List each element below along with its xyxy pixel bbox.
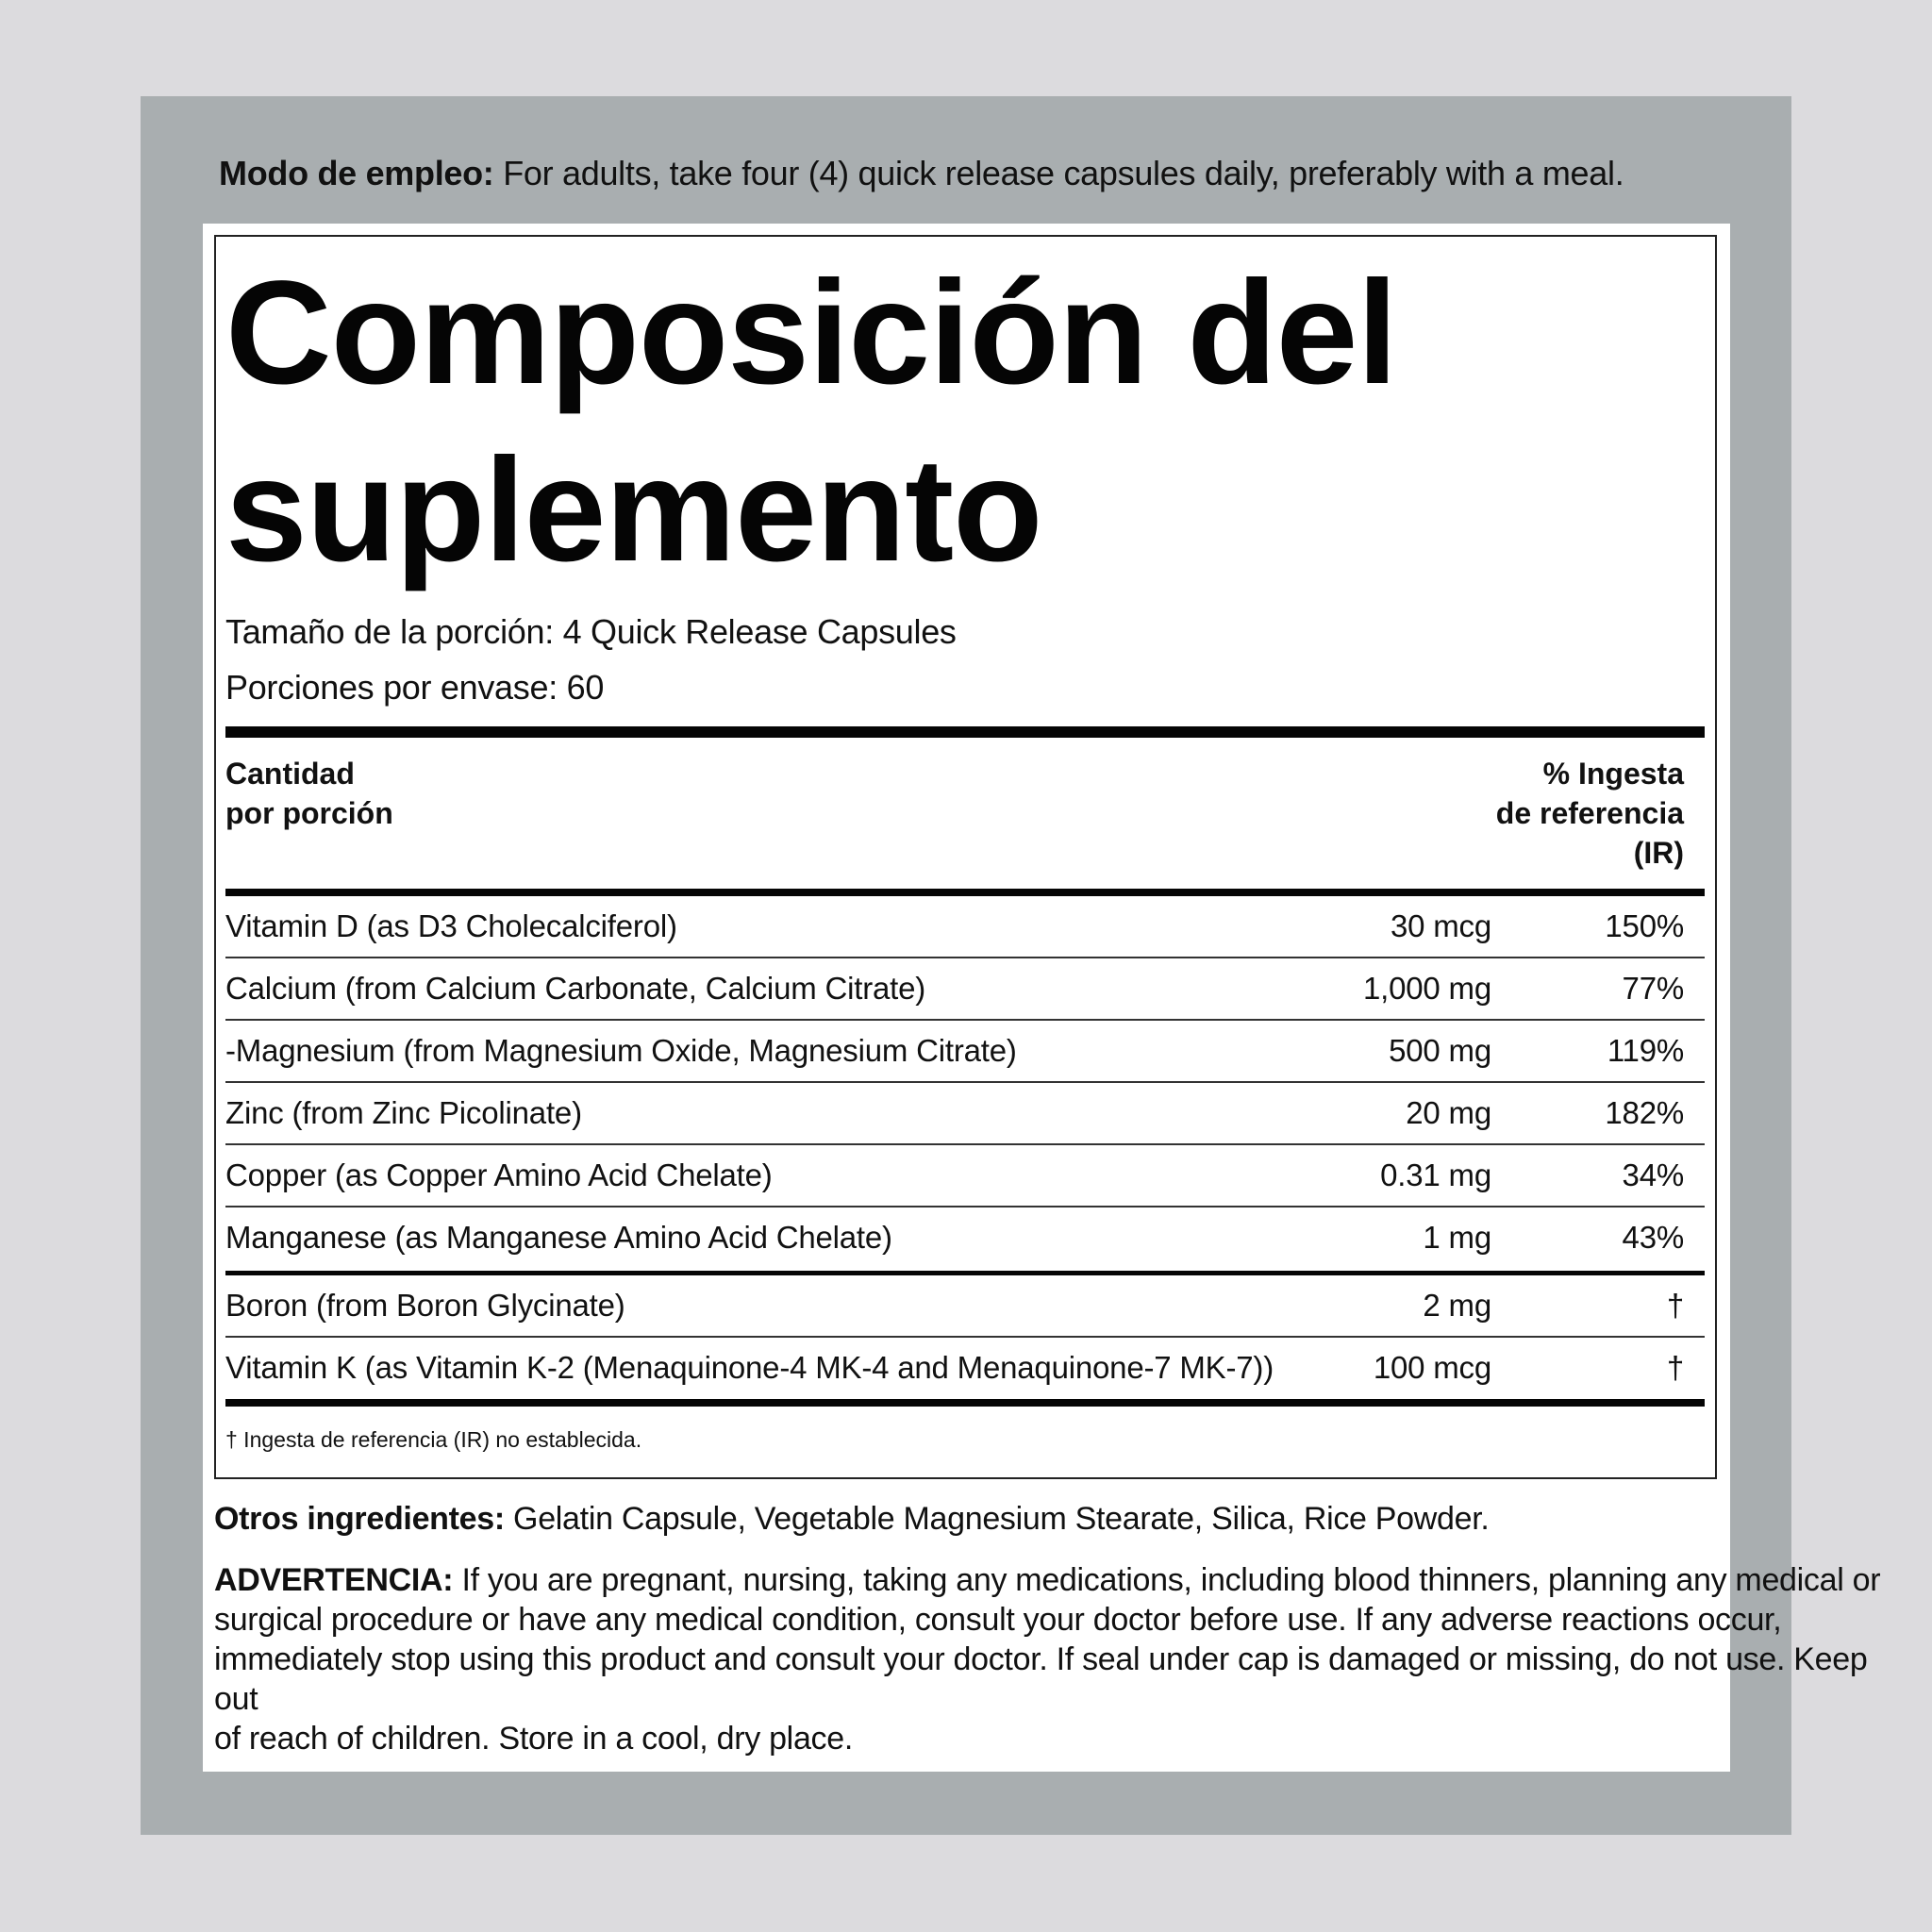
nutrient-percent: 77% (1622, 971, 1684, 1006)
header-right-line2: de referencia (1495, 796, 1684, 830)
nutrient-percent: 182% (1605, 1095, 1684, 1130)
nutrient-percent: 43% (1622, 1220, 1684, 1255)
warning-line1-text: If you are pregnant, nursing, taking any medications, including blood thinners, planning any medical or (453, 1562, 1881, 1598)
facts-title (225, 244, 1697, 599)
divider-thick (225, 1399, 1705, 1407)
divider-thick (225, 889, 1705, 896)
warning-line-2: surgical procedure or have any medical condition, consult your doctor before use. If any adverse reactions occur, (214, 1602, 1782, 1638)
directions-text (219, 153, 1823, 194)
header-right-line3: (IR) (1633, 836, 1684, 870)
footnote: † Ingesta de referencia (IR) no establecida. (225, 1427, 642, 1452)
directions-body: For adults, take four (4) quick release capsules daily, preferably with a meal. (493, 154, 1624, 192)
nutrient-percent: † (1666, 1350, 1684, 1385)
nutrient-name: Boron (from Boron Glycinate) (225, 1288, 625, 1323)
directions-label: Modo de empleo: (219, 154, 494, 192)
nutrient-amount: 20 mg (1406, 1095, 1491, 1130)
table-row (225, 1021, 1705, 1083)
table-row (225, 896, 1705, 958)
table-row (225, 958, 1705, 1021)
header-left-line1: Cantidad (225, 757, 355, 791)
table-row (225, 1145, 1705, 1208)
supplement-facts-box (214, 235, 1717, 1479)
nutrient-percent: † (1666, 1288, 1684, 1323)
table-row (225, 1083, 1705, 1145)
serving-size: Tamaño de la porción: 4 Quick Release Capsules (225, 612, 957, 651)
warning-line-5: of reach of children. Store in a cool, dry place. (214, 1721, 854, 1757)
table-row (225, 1275, 1705, 1338)
table-row (225, 1208, 1705, 1270)
facts-title-line2: suplemento (225, 428, 1042, 592)
nutrient-amount: 500 mg (1389, 1033, 1491, 1068)
nutrient-name: Vitamin K (as Vitamin K-2 (Menaquinone-4 MK-4 and Menaquinone-7 MK-7)) (225, 1350, 1274, 1385)
divider-thick (225, 726, 1705, 738)
nutrient-table (225, 896, 1705, 1270)
nutrient-name: Vitamin D (as D3 Cholecalciferol) (225, 908, 677, 943)
nutrient-name: Calcium (from Calcium Carbonate, Calcium Citrate) (225, 971, 926, 1006)
warning-line-4: out (214, 1681, 258, 1717)
nutrient-percent: 150% (1605, 908, 1684, 943)
nutrient-percent: 119% (1607, 1033, 1684, 1068)
warning-line-1 (214, 1560, 1881, 1600)
nutrient-percent: 34% (1622, 1158, 1684, 1192)
nutrient-name: -Magnesium (from Magnesium Oxide, Magnesium Citrate) (225, 1033, 1017, 1068)
nutrient-name: Copper (as Copper Amino Acid Chelate) (225, 1158, 773, 1192)
facts-title-line1: Composición del (225, 251, 1397, 415)
header-amount-per-serving (225, 754, 393, 833)
nutrient-amount: 0.31 mg (1380, 1158, 1491, 1192)
table-row (225, 1338, 1705, 1400)
warning-label: ADVERTENCIA: (214, 1562, 454, 1598)
nutrient-amount: 1,000 mg (1363, 971, 1491, 1006)
other-ingredients-text: Gelatin Capsule, Vegetable Magnesium Stearate, Silica, Rice Powder. (504, 1501, 1490, 1537)
header-reference-intake (1395, 754, 1684, 873)
warning-text (214, 1560, 1881, 1758)
other-ingredients (214, 1498, 1705, 1540)
nutrient-name: Zinc (from Zinc Picolinate) (225, 1095, 582, 1130)
warning-line-3: immediately stop using this product and consult your doctor. If seal under cap is damaged or missing, do not use. Keep (214, 1641, 1868, 1677)
nutrient-name: Manganese (as Manganese Amino Acid Chelate) (225, 1220, 892, 1255)
other-ingredients-label: Otros ingredientes: (214, 1501, 505, 1537)
header-right-line1: % Ingesta (1542, 757, 1684, 791)
nutrient-amount: 30 mcg (1390, 908, 1491, 943)
servings-per-container: Porciones por envase: 60 (225, 668, 605, 707)
header-left-line2: por porción (225, 796, 393, 830)
nutrient-amount: 2 mg (1423, 1288, 1491, 1323)
nutrient-amount: 100 mcg (1373, 1350, 1491, 1385)
nutrient-amount: 1 mg (1423, 1220, 1491, 1255)
nutrient-table-no-ir (225, 1275, 1705, 1400)
